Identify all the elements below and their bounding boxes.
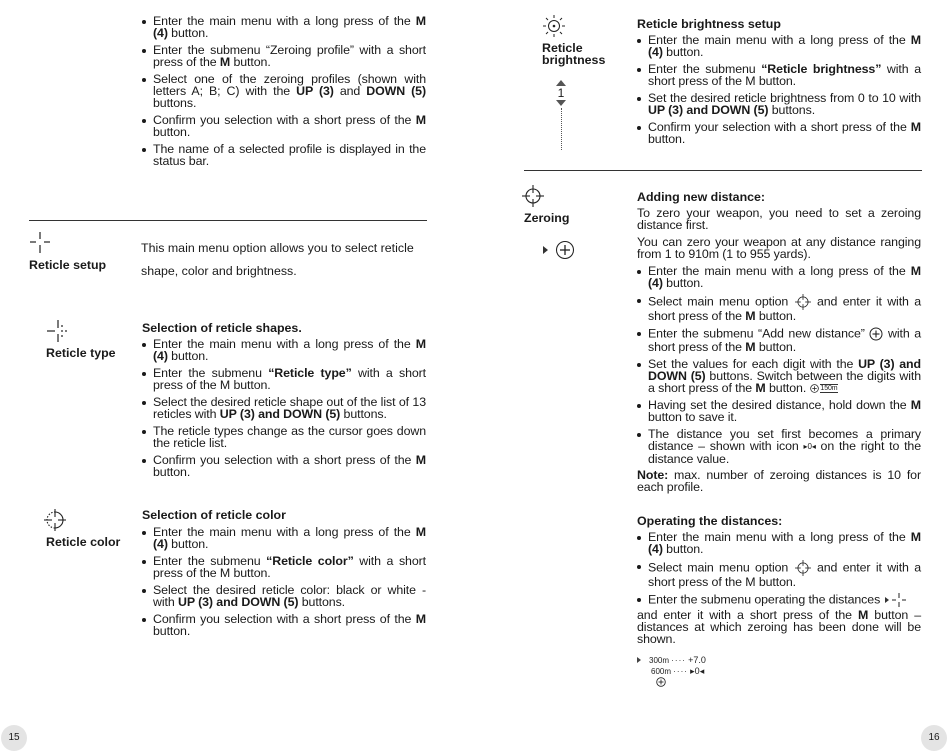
reticle-type-steps (142, 338, 426, 483)
list-item: Select main menu option and enter it with a short press of the M button. (637, 560, 921, 588)
correction-value: +7.0 (688, 654, 706, 665)
list-item: Confirm you selection with a short press of the M button. (142, 613, 426, 637)
zeroing-para: To zero your weapon, you need to set a zeroing distance first. (637, 206, 921, 232)
list-item: Set the values for each digit with the UP (3) and DOWN (5) buttons. Switch between the digits with a short press of the M button. 150m (637, 358, 921, 394)
zeroing-icon (794, 560, 812, 576)
zeroing-content (637, 190, 921, 687)
list-item: Enter the submenu “Reticle type” with a short press of the M button. (142, 367, 426, 391)
list-item: Select the desired reticle color: black or white - with UP (3) and DOWN (5) buttons. (142, 584, 426, 608)
primary-distance-value: 0 (807, 441, 812, 451)
add-distance-icon (541, 240, 577, 260)
reticle-type-label: Reticle type (46, 346, 116, 360)
zeroing-profile-steps (142, 15, 426, 172)
list-item: Enter the submenu operating the distances (637, 593, 921, 607)
list-item: Confirm you selection with a short press of the M button. (142, 454, 426, 478)
operating-distances-icon (884, 593, 908, 607)
list-item: Enter the main menu with a long press of the M (4) button. (142, 338, 426, 362)
zeroing-para: You can zero your weapon at any distance ranging from 1 to 910m (1 to 955 yards). (637, 235, 921, 261)
list-item: Enter the main menu with a long press of the M (4) button. (142, 15, 426, 39)
list-item: Enter the main menu with a long press of the M (4) button. (637, 531, 921, 555)
list-item: Enter the submenu “Reticle color” with a short press of the M button. (142, 555, 426, 579)
list-item: Select the desired reticle shape out of the list of 13 reticles with UP (3) and DOWN (5) buttons. (142, 396, 426, 420)
distance-value: 600m (651, 666, 672, 676)
list-item: Enter the main menu with a long press of the M (4) button. (142, 526, 426, 550)
primary-distance-icon: ▸0◂ (690, 665, 705, 676)
brightness-steps (637, 34, 921, 150)
reticle-setup-label: Reticle setup (29, 258, 107, 272)
distance-row (637, 655, 921, 666)
primary-distance-icon: ▸0◂ (803, 441, 816, 451)
brightness-icon (543, 15, 565, 37)
leader-dots: ···· (671, 655, 686, 665)
add-distance-icon (810, 384, 819, 393)
list-item: Select main menu option and enter it with a short press of the M button. (637, 294, 921, 322)
reticle-setup-icon (30, 232, 50, 254)
distance-row (637, 666, 921, 677)
scale-dots (561, 108, 562, 150)
reticle-color-steps (142, 526, 426, 642)
list-item: The name of a selected profile is displayed in the status bar. (142, 143, 426, 167)
section-divider (524, 170, 922, 171)
reticle-type-icon (47, 320, 69, 342)
list-item: Having set the desired distance, hold down the M button to save it. (637, 399, 921, 423)
zeroing-icon (522, 185, 544, 207)
list-item: Confirm your selection with a short press of the M button. (637, 121, 921, 145)
list-item: The reticle types change as the cursor goes down the reticle list. (142, 425, 426, 449)
list-item: Enter the submenu “Zeroing profile” with a short press of the M button. (142, 44, 426, 68)
zeroing-icon (794, 294, 812, 310)
leader-dots: ···· (673, 666, 688, 676)
distance-value: 300m (649, 655, 670, 665)
label-line: brightness (542, 53, 606, 67)
distance-list (637, 655, 921, 687)
add-distance-heading: Adding new distance: (637, 190, 766, 204)
operating-distances-steps (637, 531, 921, 607)
page-number: 16 (921, 725, 947, 751)
reticle-setup-description (141, 242, 414, 277)
description-line: This main menu option allows you to select reticle (141, 241, 414, 255)
list-item: Select one of the zeroing profiles (shown with letters A; B; C) with the UP (3) and DOWN (5) buttons. (142, 73, 426, 109)
list-item: Enter the submenu “Add new distance” with a short press of the M button. (637, 327, 921, 353)
zeroing-label: Zeroing (524, 211, 570, 225)
description-line: shape, color and brightness. (141, 264, 297, 278)
operating-distances-para: and enter it with a short press of the M button – distances at which zeroing has been done will be shown. (637, 607, 921, 646)
correction-value: 0 (694, 665, 700, 676)
list-item: Enter the main menu with a long press of the M (4) button. (637, 265, 921, 289)
section-divider (29, 220, 427, 221)
reticle-color-label: Reticle color (46, 535, 121, 549)
add-distance-icon (869, 327, 883, 341)
digit-value: 150m (820, 385, 838, 393)
label-line: Reticle (542, 41, 583, 55)
list-item: Enter the submenu “Reticle brightness” with a short press of the M button. (637, 63, 921, 87)
reticle-color-heading: Selection of reticle color (142, 508, 286, 522)
brightness-label (542, 42, 605, 66)
down-arrow-icon (556, 100, 566, 106)
list-item: Confirm you selection with a short press of the M button. (142, 114, 426, 138)
digit-switch-icon (810, 384, 838, 393)
brightness-value: 1 (557, 86, 565, 100)
brightness-heading: Reticle brightness setup (637, 17, 781, 31)
list-item: Enter the main menu with a long press of the M (4) button. (637, 34, 921, 58)
selector-arrow-icon (637, 657, 641, 663)
reticle-type-heading: Selection of reticle shapes. (142, 321, 302, 335)
add-distance-steps (637, 265, 921, 465)
add-distance-icon (656, 677, 666, 687)
list-item: The distance you set first becomes a primary distance – shown with icon ▸0◂ on the right to the distance value. (637, 428, 921, 465)
list-item: Set the desired reticle brightness from 0 to 10 with UP (3) and DOWN (5) buttons. (637, 92, 921, 116)
page-number: 15 (1, 725, 27, 751)
zeroing-note: Note: max. number of zeroing distances is 10 for each profile. (637, 467, 921, 494)
brightness-scale (554, 80, 568, 150)
operating-distances-heading: Operating the distances: (637, 513, 783, 528)
reticle-color-icon (44, 509, 66, 531)
